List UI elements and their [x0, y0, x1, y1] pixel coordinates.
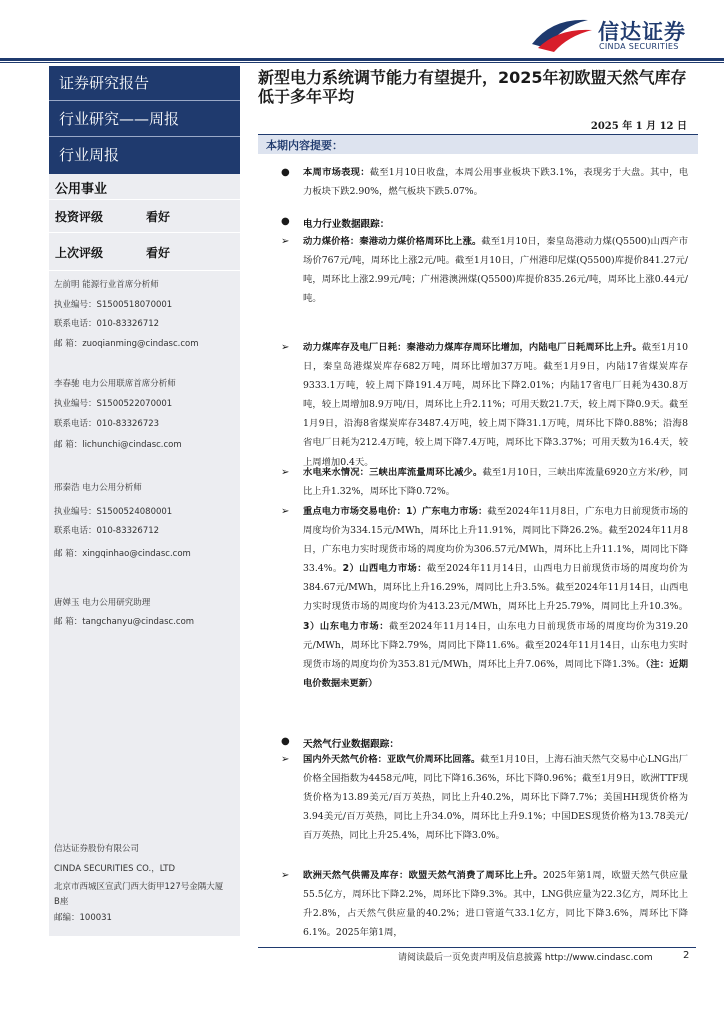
- para-text: 截至1月10日，秦皇岛港煤炭库存682万吨，周环比增加37万吨。截至1月9日，内陆17省煤炭库存9333.1万吨，较上周下降191.4万吨，周环比下降2.01%；内陆17省电厂日耗为430.8万吨，较上周增加8.9万吨/日，周环比上升2.11%；可用天数21.7天，较上周下降0.9天。截至1月9日，沿海8省煤炭库存3487.4万吨，较上周下降31.1万吨，周环比下降0.88%；沿海8省电厂日耗为212.4万吨，较上周下降7.4万吨，周环比下降3.37%；可用天数为16.4天，较上周增加0.4天。: [303, 342, 688, 468]
- brand-name: 信达证券: [598, 19, 686, 44]
- para-bold: 本周市场表现：: [303, 167, 370, 178]
- company-postcode: 邮编：100031: [54, 913, 112, 923]
- analyst-cert: 执业编号：S1500522070001: [54, 399, 173, 409]
- coal-inventory-para: [303, 338, 688, 472]
- arrow-bullet-icon: ➢: [281, 754, 290, 765]
- para-bold: 重点电力市场交易电价：1）广东电力市场：: [303, 506, 488, 517]
- power-market-para: [303, 502, 688, 693]
- para-bold: 动力煤库存及电厂日耗：秦港动力煤库存周环比增加，内陆电厂日耗周环比上升。: [303, 342, 642, 353]
- company-name-en: CINDA SECURITIES CO.，LTD: [54, 864, 176, 874]
- prev-rating-value: 看好: [146, 246, 171, 260]
- brand-name-en: CINDA SECURITIES: [599, 42, 679, 51]
- company-name: 信达证券股份有限公司: [54, 844, 140, 854]
- para-text: 截至1月10日收盘，本周公用事业板块下跌3.1%，表现劣于大盘。其中，电力板块下跌2.90%，燃气板块下跌5.07%。: [303, 167, 688, 198]
- sidebar-body: [49, 174, 240, 936]
- header-rule: [0, 58, 724, 61]
- divider: [49, 199, 240, 200]
- analyst-phone: 联系电话：010-83326712: [54, 526, 160, 536]
- bullet-icon: ●: [281, 216, 290, 227]
- para-bold: 动力煤价格：秦港动力煤价格周环比上涨。: [303, 236, 482, 247]
- para-text: 截至2024年11月14日，山西电力日前现货市场的周度均价为384.67元/MWh，周环比上升16.29%，周同比上升3.5%。截至2024年11月14日，山西电力实时现货市场的周度均价为413.23元/MWh，周环比上升25.79%，周同比上升10.3%。: [303, 563, 688, 613]
- page-title: 新型电力系统调节能力有望提升，2025年初欧盟天然气库存低于多年平均: [258, 68, 687, 106]
- para-text: 截至1月10日，上海石油天然气交易中心LNG出厂价格全国指数为4458元/吨，同比下降16.36%，环比下降0.96%；截至1月9日，欧洲TTF现货价格为13.89美元/百万英热，同比上升40.2%，周环比下降7.7%；美国HH现货价格为3.94美元/百万英热，同比上升34.0%，周环比上升9.1%；中国DES现货价格为13.78美元/百万英热，同比上升25.4%，周环比下降3.0%。: [303, 754, 688, 842]
- para-bold: 国内外天然气价格：亚欧气价周环比回落。: [303, 754, 481, 765]
- analyst-email[interactable]: 邮 箱：zuoqianming@cindasc.com: [54, 339, 199, 349]
- analyst-name: 左前明 能源行业首席分析师: [54, 280, 159, 290]
- rating-label: 投资评级: [55, 210, 104, 224]
- para-text: 截至2024年11月8日，广东电力日前现货市场的周度均价为334.15元/MWh，周环比上升11.91%，周同比下降26.2%。截至2024年11月8日，广东电力实时现货市场的周度均价为306.57元/MWh，周环比上升11.1%，周同比下降33.4%。: [303, 506, 688, 575]
- rating-value: 看好: [146, 210, 171, 224]
- report-date: 2025 年 1 月 12 日: [590, 121, 687, 132]
- para-bold: 欧洲天然气供需及库存：欧盟天然气消费了周环比上升。: [303, 870, 543, 881]
- para-text: 截至2024年11月14日，山东电力日前现货市场的周度均价为319.20元/MWh，周环比下降2.79%，周同比下降11.6%。截至2024年11月14日，山东电力实时现货市场的周度均价为353.81元/MWh，周环比上升7.06%，周同比下降1.3%。: [303, 620, 688, 670]
- para-bold: 2）山西电力市场：: [342, 563, 427, 575]
- analyst-phone: 联系电话：010-83326712: [54, 319, 160, 329]
- analyst-email[interactable]: 邮 箱：lichunchi@cindasc.com: [54, 440, 182, 450]
- analyst-phone: 联系电话：010-83326723: [54, 419, 160, 429]
- bullet-icon: ●: [281, 167, 290, 178]
- footer-disclaimer[interactable]: 请阅读最后一页免责声明及信息披露 http://www.cindasc.com: [398, 953, 653, 963]
- analyst-name: 李春驰 电力公用联席首席分析师: [54, 379, 176, 389]
- cinda-logo-icon: [528, 14, 594, 54]
- gas-price-para: [303, 750, 688, 845]
- summary-heading: 本期内容提要：: [266, 139, 343, 152]
- analyst-email[interactable]: 邮 箱：xingqinhao@cindasc.com: [54, 549, 191, 559]
- arrow-bullet-icon: ➢: [281, 506, 290, 517]
- company-address-2: B座: [54, 897, 69, 907]
- eu-gas-para: [303, 866, 688, 942]
- sidebar-header: [49, 66, 240, 174]
- report-category: 行业研究——周报: [49, 102, 240, 137]
- report-subcategory: 行业周报: [59, 146, 120, 164]
- bullet-icon: ●: [281, 736, 290, 747]
- section-heading: 天然气行业数据跟踪：: [303, 739, 399, 750]
- coal-price-para: [303, 232, 688, 308]
- hydro-para: [303, 463, 688, 501]
- analyst-email[interactable]: 邮 箱：tangchanyu@cindasc.com: [54, 617, 195, 627]
- footer-rule: [258, 947, 696, 948]
- para-bold: 水电来水情况：三峡出库流量周环比减少。: [303, 467, 483, 478]
- analyst-cert: 执业编号：S1500518070001: [54, 300, 173, 310]
- para-text: 截至1月10日，三峡出库流量6920立方米/秒，同比上升1.32%，周环比下降0.72%。: [303, 467, 688, 498]
- market-performance-para: [303, 163, 688, 201]
- divider: [49, 232, 240, 233]
- analyst-name: 邢秦浩 电力公用分析师: [54, 483, 142, 493]
- header-rule-thin: [0, 62, 724, 63]
- para-note: （注：近期电价数据未更新）: [303, 658, 688, 689]
- cinda-logo: [528, 14, 718, 54]
- arrow-bullet-icon: ➢: [281, 342, 290, 353]
- analyst-name: 唐婵玉 电力公用研究助理: [54, 598, 151, 608]
- company-address: 北京市西城区宣武门西大街甲127号金隅大厦: [54, 882, 224, 892]
- para-bold: 3）山东电力市场：: [303, 620, 390, 632]
- summary-heading-bar: [258, 134, 698, 154]
- para-text: 截至1月10日，秦皇岛港动力煤(Q5500)山西产市场价767元/吨，周环比上涨2元/吨。截至1月10日，广州港印尼煤(Q5500)库提价841.27元/吨，周环比上涨2.99元/吨；广州港澳洲煤(Q5500)库提价835.26元/吨，周环比上涨0.44元/吨。: [303, 236, 688, 305]
- prev-rating-label: 上次评级: [55, 246, 104, 260]
- arrow-bullet-icon: ➢: [281, 236, 290, 247]
- section-heading: 电力行业数据跟踪：: [303, 219, 390, 230]
- analyst-cert: 执业编号：S1500524080001: [54, 507, 173, 517]
- page-number: 2: [683, 950, 690, 961]
- arrow-bullet-icon: ➢: [281, 870, 290, 881]
- para-text: 2025年第1周，欧盟天然气供应量55.5亿方，周环比下降2.2%，周环比下降9.3%。其中，LNG供应量为22.3亿方，周环比上升2.8%，占天然气供应量的40.2%；进口管道气33.1亿方，同比下降3.6%，周环比下降6.1%。2025年第1周，: [303, 870, 688, 939]
- divider: [49, 270, 240, 271]
- report-type: 证券研究报告: [49, 66, 240, 101]
- industry-name: 公用事业: [55, 182, 108, 197]
- arrow-bullet-icon: ➢: [281, 467, 290, 478]
